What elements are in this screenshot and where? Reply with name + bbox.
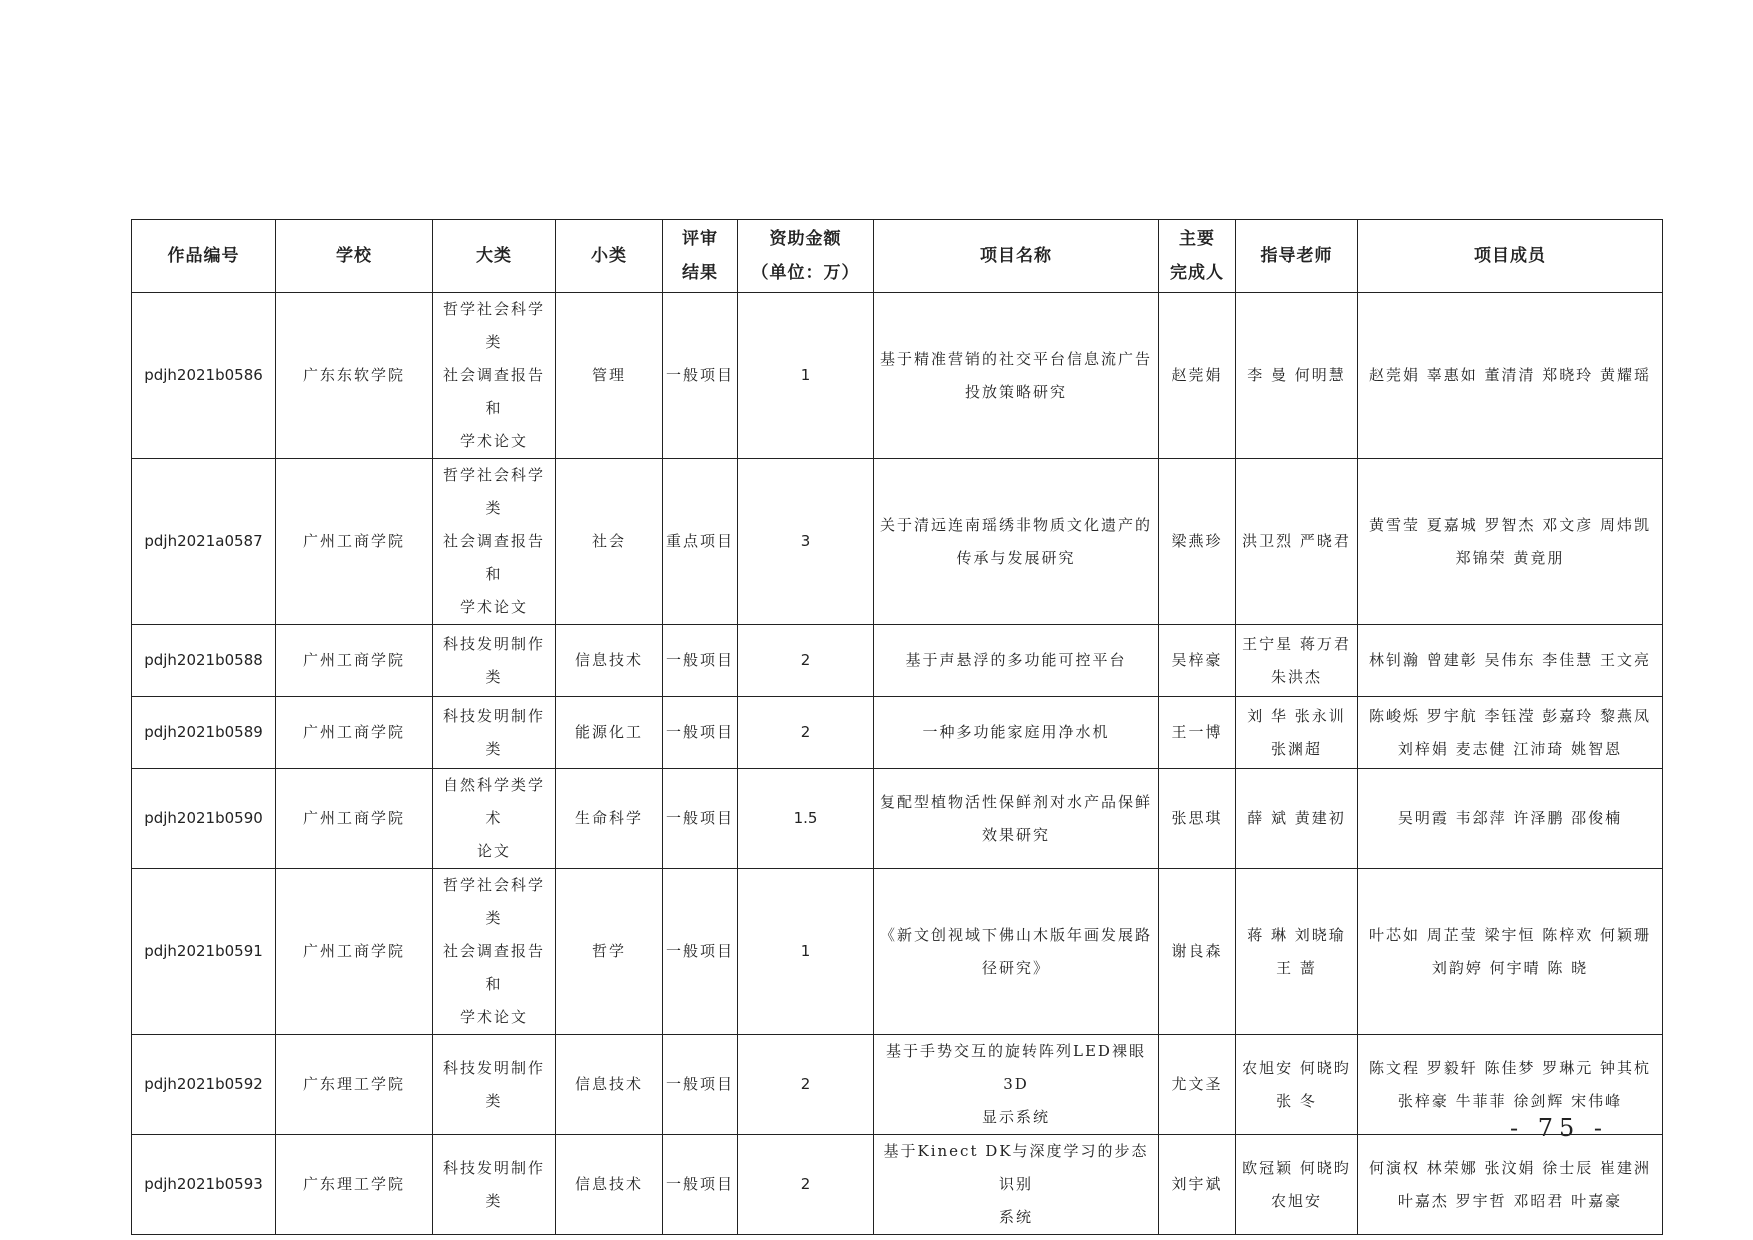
members-cell — [1358, 769, 1663, 869]
subcategory-cell: 哲学 — [556, 869, 663, 1035]
members-line: 刘韵婷 何宇晴 陈 晓 — [1431, 958, 1589, 977]
header-leader-line1: 主要 — [1179, 229, 1215, 249]
result-cell: 一般项目 — [663, 769, 738, 869]
advisor-line: 蒋 琳 刘晓瑜 — [1247, 925, 1346, 944]
members-line: 叶芯如 周芷莹 梁宇恒 陈梓欢 何颖珊 — [1368, 925, 1652, 944]
result-cell: 一般项目 — [663, 697, 738, 769]
category-line: 社会调查报告和 — [442, 942, 545, 993]
leader-cell: 刘宇斌 — [1159, 1135, 1236, 1235]
project-line: 效果研究 — [981, 825, 1050, 844]
header-advisor: 指导老师 — [1236, 220, 1358, 293]
category-cell — [433, 1035, 556, 1135]
category-line: 学术论文 — [459, 598, 528, 616]
advisor-line: 薛 斌 黄建初 — [1247, 809, 1346, 827]
category-cell — [433, 293, 556, 459]
school-cell: 广州工商学院 — [276, 625, 433, 697]
members-line: 郑锦荣 黄竟朋 — [1455, 548, 1565, 567]
project-cell — [874, 769, 1159, 869]
leader-cell: 赵莞娟 — [1159, 293, 1236, 459]
subcategory-cell: 能源化工 — [556, 697, 663, 769]
funding-cell: 1 — [738, 869, 874, 1035]
leader-cell: 张思琪 — [1159, 769, 1236, 869]
funding-cell: 2 — [738, 1035, 874, 1135]
members-line: 叶嘉杰 罗宇哲 邓昭君 叶嘉豪 — [1397, 1191, 1623, 1210]
code-cell: pdjh2021b0592 — [132, 1035, 276, 1135]
category-cell — [433, 769, 556, 869]
code-cell: pdjh2021b0590 — [132, 769, 276, 869]
category-line: 科技发明制作类 — [442, 1158, 545, 1210]
members-line: 张梓豪 牛菲菲 徐剑辉 宋伟峰 — [1397, 1091, 1623, 1110]
subcategory-cell: 信息技术 — [556, 1035, 663, 1135]
school-cell: 广东东软学院 — [276, 293, 433, 459]
project-cell — [874, 459, 1159, 625]
category-line: 学术论文 — [459, 1008, 528, 1026]
category-line: 论文 — [476, 842, 511, 860]
members-cell — [1358, 293, 1663, 459]
project-line: 径研究》 — [981, 958, 1050, 977]
subcategory-cell: 社会 — [556, 459, 663, 625]
advisor-line: 李 曼 何明慧 — [1247, 366, 1346, 384]
project-cell — [874, 869, 1159, 1035]
table-row — [132, 1135, 1663, 1235]
advisor-cell — [1236, 869, 1358, 1035]
code-cell: pdjh2021b0589 — [132, 697, 276, 769]
table-row — [132, 459, 1663, 625]
category-line: 哲学社会科学类 — [442, 876, 545, 927]
category-line: 科技发明制作类 — [442, 634, 545, 686]
project-line: 基于Kinect DK与深度学习的步态识别 — [883, 1142, 1149, 1193]
table-row — [132, 293, 1663, 459]
category-line: 科技发明制作类 — [442, 1058, 545, 1110]
advisor-cell — [1236, 459, 1358, 625]
header-funding-line2: （单位：万） — [751, 263, 860, 283]
table-row — [132, 625, 1663, 697]
advisor-line: 王宁星 蒋万君 — [1242, 634, 1351, 653]
header-leader — [1159, 220, 1236, 293]
subcategory-cell: 信息技术 — [556, 1135, 663, 1235]
project-line: 《新文创视域下佛山木版年画发展路 — [879, 925, 1152, 944]
header-result-line1: 评审 — [682, 229, 718, 249]
header-category: 大类 — [433, 220, 556, 293]
members-cell — [1358, 625, 1663, 697]
members-line: 何演权 林荣娜 张汶娟 徐士辰 崔建洲 — [1368, 1158, 1652, 1177]
leader-cell: 王一博 — [1159, 697, 1236, 769]
funding-cell: 1 — [738, 293, 874, 459]
table-body — [132, 293, 1663, 1235]
code-cell: pdjh2021b0593 — [132, 1135, 276, 1235]
category-cell — [433, 1135, 556, 1235]
category-cell — [433, 697, 556, 769]
code-cell: pdjh2021a0587 — [132, 459, 276, 625]
header-school: 学校 — [276, 220, 433, 293]
school-cell: 广州工商学院 — [276, 769, 433, 869]
table-row — [132, 769, 1663, 869]
school-cell: 广东理工学院 — [276, 1035, 433, 1135]
header-project: 项目名称 — [874, 220, 1159, 293]
project-line: 复配型植物活性保鲜剂对水产品保鲜 — [879, 792, 1152, 811]
category-line: 哲学社会科学类 — [442, 466, 545, 517]
category-line: 社会调查报告和 — [442, 366, 545, 417]
advisor-line: 洪卫烈 严晓君 — [1242, 532, 1351, 550]
leader-cell: 谢良森 — [1159, 869, 1236, 1035]
advisor-cell — [1236, 625, 1358, 697]
project-cell — [874, 1035, 1159, 1135]
code-cell: pdjh2021b0591 — [132, 869, 276, 1035]
code-cell: pdjh2021b0586 — [132, 293, 276, 459]
project-line: 投放策略研究 — [964, 382, 1067, 401]
members-line: 刘梓娟 麦志健 江沛琦 姚智恩 — [1397, 739, 1623, 758]
advisor-cell — [1236, 1135, 1358, 1235]
table-header-row — [132, 220, 1663, 293]
table-row — [132, 869, 1663, 1035]
advisor-line: 张 冬 — [1276, 1091, 1317, 1110]
project-line: 一种多功能家庭用净水机 — [922, 723, 1110, 741]
members-line: 陈文程 罗毅轩 陈佳梦 罗琳元 钟其杭 — [1368, 1058, 1652, 1077]
category-line: 社会调查报告和 — [442, 532, 545, 583]
leader-cell: 尤文圣 — [1159, 1035, 1236, 1135]
category-line: 科技发明制作类 — [442, 706, 545, 758]
members-cell — [1358, 869, 1663, 1035]
header-funding-line1: 资助金额 — [769, 229, 842, 249]
category-cell — [433, 459, 556, 625]
leader-cell: 梁燕珍 — [1159, 459, 1236, 625]
members-line: 赵莞娟 辜惠如 董清清 郑晓玲 黄耀瑶 — [1368, 366, 1652, 384]
header-leader-line2: 完成人 — [1170, 263, 1224, 283]
advisor-line: 朱洪杰 — [1270, 667, 1322, 686]
members-cell — [1358, 459, 1663, 625]
members-line: 黄雪莹 夏嘉城 罗智杰 邓文彦 周炜凯 — [1368, 515, 1652, 534]
page-number: - 75 - — [1510, 1114, 1609, 1142]
funding-cell: 1.5 — [738, 769, 874, 869]
project-cell — [874, 697, 1159, 769]
funding-cell: 2 — [738, 1135, 874, 1235]
project-line: 关于清远连南瑶绣非物质文化遗产的 — [879, 515, 1152, 534]
subcategory-cell: 管理 — [556, 293, 663, 459]
advisor-cell — [1236, 293, 1358, 459]
funding-cell: 3 — [738, 459, 874, 625]
project-line: 基于声悬浮的多功能可控平台 — [905, 651, 1127, 669]
header-code: 作品编号 — [132, 220, 276, 293]
project-line: 基于手势交互的旋转阵列LED裸眼3D — [886, 1042, 1146, 1093]
header-funding — [738, 220, 874, 293]
advisor-line: 王 蔷 — [1276, 958, 1317, 977]
advisor-cell — [1236, 1035, 1358, 1135]
project-cell — [874, 1135, 1159, 1235]
members-line: 吴明霞 韦郐萍 许泽鹏 邵俊楠 — [1397, 809, 1623, 827]
school-cell: 广州工商学院 — [276, 869, 433, 1035]
school-cell: 广州工商学院 — [276, 697, 433, 769]
project-line: 显示系统 — [981, 1108, 1050, 1126]
project-line: 传承与发展研究 — [956, 548, 1076, 567]
code-cell: pdjh2021b0588 — [132, 625, 276, 697]
members-cell — [1358, 1135, 1663, 1235]
category-cell — [433, 869, 556, 1035]
table-row — [132, 697, 1663, 769]
result-cell: 重点项目 — [663, 459, 738, 625]
category-line: 哲学社会科学类 — [442, 300, 545, 351]
project-line: 基于精准营销的社交平台信息流广告 — [879, 349, 1152, 368]
members-line: 陈峻烁 罗宇航 李钰滢 彭嘉玲 黎燕凤 — [1368, 706, 1652, 725]
advisor-line: 刘 华 张永训 — [1247, 706, 1346, 725]
result-cell: 一般项目 — [663, 1135, 738, 1235]
result-cell: 一般项目 — [663, 1035, 738, 1135]
header-members: 项目成员 — [1358, 220, 1663, 293]
members-cell — [1358, 697, 1663, 769]
result-cell: 一般项目 — [663, 869, 738, 1035]
school-cell: 广州工商学院 — [276, 459, 433, 625]
school-cell: 广东理工学院 — [276, 1135, 433, 1235]
header-result-line2: 结果 — [682, 263, 718, 283]
header-result — [663, 220, 738, 293]
header-subcategory: 小类 — [556, 220, 663, 293]
project-line: 系统 — [998, 1208, 1033, 1226]
advisor-line: 张渊超 — [1270, 739, 1322, 758]
table-row — [132, 1035, 1663, 1135]
advisor-line: 农旭安 — [1270, 1191, 1322, 1210]
advisor-cell — [1236, 697, 1358, 769]
project-table — [131, 219, 1663, 1235]
funding-cell: 2 — [738, 697, 874, 769]
funding-cell: 2 — [738, 625, 874, 697]
advisor-line: 农旭安 何晓昀 — [1242, 1058, 1351, 1077]
subcategory-cell: 生命科学 — [556, 769, 663, 869]
advisor-cell — [1236, 769, 1358, 869]
category-line: 自然科学类学术 — [442, 776, 545, 827]
project-cell — [874, 293, 1159, 459]
members-line: 林钊瀚 曾建彰 吴伟东 李佳慧 王文亮 — [1368, 651, 1652, 669]
leader-cell: 吴梓豪 — [1159, 625, 1236, 697]
project-cell — [874, 625, 1159, 697]
category-cell — [433, 625, 556, 697]
result-cell: 一般项目 — [663, 293, 738, 459]
subcategory-cell: 信息技术 — [556, 625, 663, 697]
category-line: 学术论文 — [459, 432, 528, 450]
advisor-line: 欧冠颖 何晓昀 — [1242, 1158, 1351, 1177]
result-cell: 一般项目 — [663, 625, 738, 697]
